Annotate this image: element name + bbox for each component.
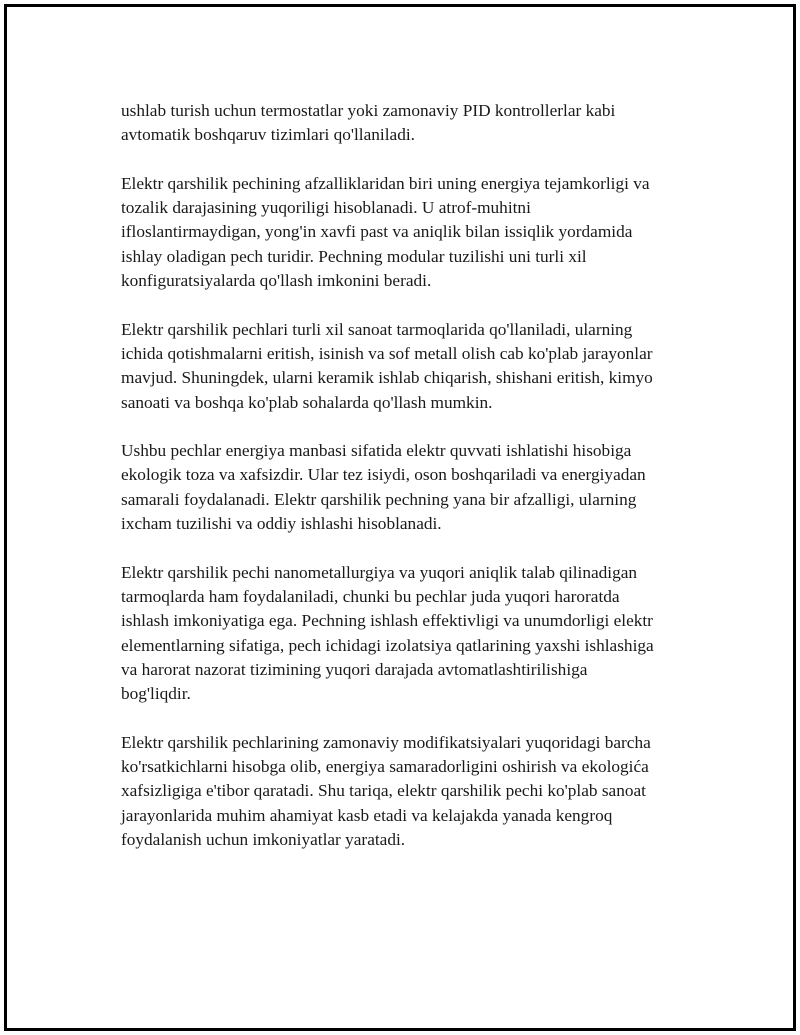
paragraph-line: sanoati va boshqa ko'plab sohalarda qo'llash mumkin. xyxy=(121,392,493,412)
paragraph-line: tarmoqlarda ham foydalaniladi, chunki bu pechlar juda yuqori haroratda xyxy=(121,586,620,606)
paragraph-line: xafsizligiga e'tibor qaratadi. Shu tariqa, elektr qarshilik pechi ko'plab sanoat xyxy=(121,781,646,801)
paragraph-line: Elektr qarshilik pechi nanometallurgiya va yuqori aniqlik talab qilinadigan xyxy=(121,562,638,582)
paragraph xyxy=(121,172,721,293)
paragraph xyxy=(121,318,721,415)
paragraph-line: Ushbu pechlar energiya manbasi sifatida elektr quvvati ishlatishi hisobiga xyxy=(121,441,632,461)
paragraph-line: samarali foydalanadi. Elektr qarshilik pechning yana bir afzalligi, ularning xyxy=(121,489,637,509)
paragraph-line: konfiguratsiyalarda qo'llash imkonini beradi. xyxy=(121,271,432,291)
page-frame xyxy=(4,4,796,1031)
paragraph xyxy=(121,561,721,707)
paragraph-line: ekologik toza va xafsizdir. Ular tez isiydi, oson boshqariladi va energiyadan xyxy=(121,465,646,485)
paragraph-line: Elektr qarshilik pechining afzalliklaridan biri uning energiya tejamkorligi va xyxy=(121,173,650,193)
paragraph-line: foydalanish uchun imkoniyatlar yaratadi. xyxy=(121,829,406,849)
paragraph-line: tozalik darajasining yuqoriligi hisoblanadi. U atrof-muhitni xyxy=(121,198,531,218)
paragraph-line: bog'liqdir. xyxy=(121,684,191,704)
paragraph-line: mavjud. Shuningdek, ularni keramik ishlab chiqarish, shishani eritish, kimyo xyxy=(121,368,653,388)
paragraph-line: ushlab turish uchun termostatlar yoki zamonaviy PID kontrollerlar kabi xyxy=(121,101,616,120)
paragraph-line: va harorat nazorat tizimining yuqori darajada avtomatlashtirilishiga xyxy=(121,659,588,679)
paragraph-line: ichida qotishmalarni eritish, isinish va sof metall olish cab ko'plab jarayonlar xyxy=(121,343,653,363)
paragraph-line: ko'rsatkichlarni hisobga olib, energiya samaradorligini oshirish va ekologića xyxy=(121,757,649,777)
paragraph-line: avtomatik boshqaruv tizimlari qo'llaniladi. xyxy=(121,125,415,145)
paragraph-line: ixcham tuzilishi va oddiy ishlashi hisoblanadi. xyxy=(121,514,442,534)
paragraph-line: ishlash imkoniyatiga ega. Pechning ishlash effektivligi va unumdorligi elektr xyxy=(121,611,653,631)
paragraph xyxy=(121,99,721,148)
paragraph-line: jarayonlarida muhim ahamiyat kasb etadi va kelajakda yanada kengroq xyxy=(121,805,613,825)
paragraph-line: Elektr qarshilik pechlari turli xil sanoat tarmoqlarida qo'llaniladi, ularning xyxy=(121,319,633,339)
paragraph xyxy=(121,731,721,852)
paragraph-line: ishlay oladigan pech turidir. Pechning modular tuzilishi uni turli xil xyxy=(121,246,587,266)
paragraph xyxy=(121,439,721,536)
document-body xyxy=(121,99,721,877)
paragraph-line: elementlarning sifatiga, pech ichidagi izolatsiya qatlarining yaxshi ishlashiga xyxy=(121,635,654,655)
paragraph-line: ifloslantirmaydigan, yong'in xavfi past va aniqlik bilan issiqlik yordamida xyxy=(121,222,633,242)
paragraph-line: Elektr qarshilik pechlarining zamonaviy modifikatsiyalari yuqoridagi barcha xyxy=(121,732,651,752)
